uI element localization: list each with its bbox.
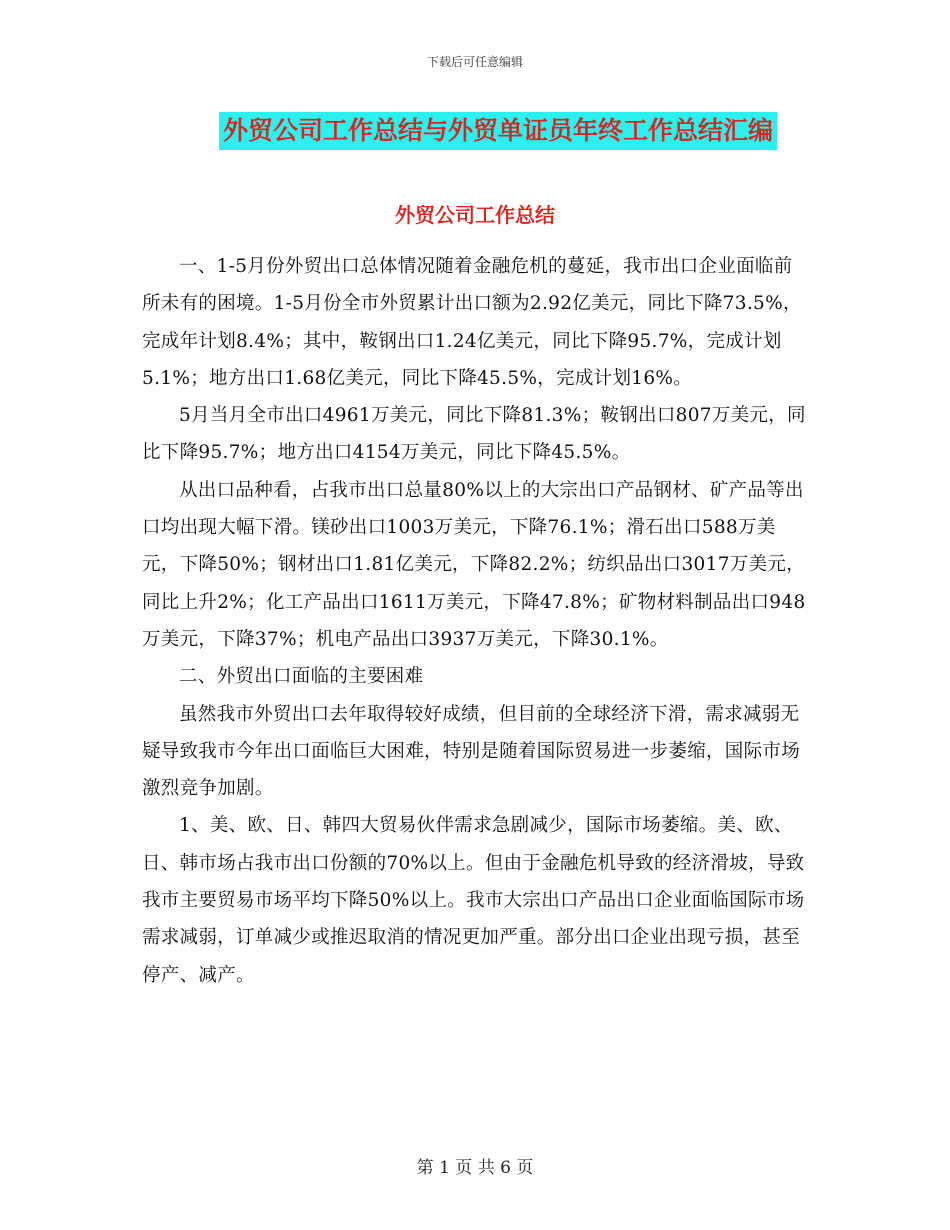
section-title: 外贸公司工作总结	[395, 203, 555, 227]
paragraph-export-products: 从出口品种看，占我市出口总量80%以上的大宗出口产品钢材、矿产品等出口均出现大幅下滑。镁砂出口1003万美元，下降76.1%；滑石出口588万美元，下降50%；钢材出口1.81亿美元，下降82.2%；纺织品出口3017万美元，同比上升2%；化工产品出口1611万美元，下降47.8%；矿物材料制品出口948万美元，下降37%；机电产品出口3937万美元，下降30.1%。	[142, 479, 806, 650]
paragraph-difficulties-intro: 虽然我市外贸出口去年取得较好成绩，但目前的全球经济下滑，需求减弱无疑导致我市今年出口面临巨大困难，特别是随着国际贸易进一步萎缩，国际市场激烈竞争加剧。	[142, 703, 801, 800]
paragraph-may-exports: 5月当月全市出口4961万美元，同比下降81.3%；鞍钢出口807万美元，同比下降95.7%；地方出口4154万美元，同比下降45.5%。	[142, 405, 806, 464]
document-title: 外贸公司工作总结与外贸单证员年终工作总结汇编	[219, 112, 777, 150]
document-title-container	[0, 112, 950, 150]
paragraph-trade-partners: 1、美、欧、日、韩四大贸易伙伴需求急剧减少，国际市场萎缩。美、欧、日、韩市场占我市出口份额的70%以上。但由于金融危机导致的经济滑坡，导致我市主要贸易市场平均下降50%以上。我市大宗出口产品出口企业面临国际市场需求减弱，订单减少或推迟取消的情况更加严重。部分出口企业出现亏损，甚至停产、减产。	[142, 815, 805, 986]
page-number: 第 1 页 共 6 页	[416, 1158, 534, 1178]
paragraph-difficulties-heading: 二、外贸出口面临的主要困难	[179, 666, 424, 688]
document-body	[142, 248, 808, 994]
page-header-note: 下载后可任意编辑	[426, 55, 523, 69]
paragraph-export-overview: 一、1-5月份外贸出口总体情况随着金融危机的蔓延，我市出口企业面临前所未有的困境。1-5月份全市外贸累计出口额为2.92亿美元，同比下降73.5%，完成年计划8.4%；其中，鞍钢出口1.24亿美元，同比下降95.7%，完成计划5.1%；地方出口1.68亿美元，同比下降45.5%，完成计划16%。	[142, 256, 802, 389]
